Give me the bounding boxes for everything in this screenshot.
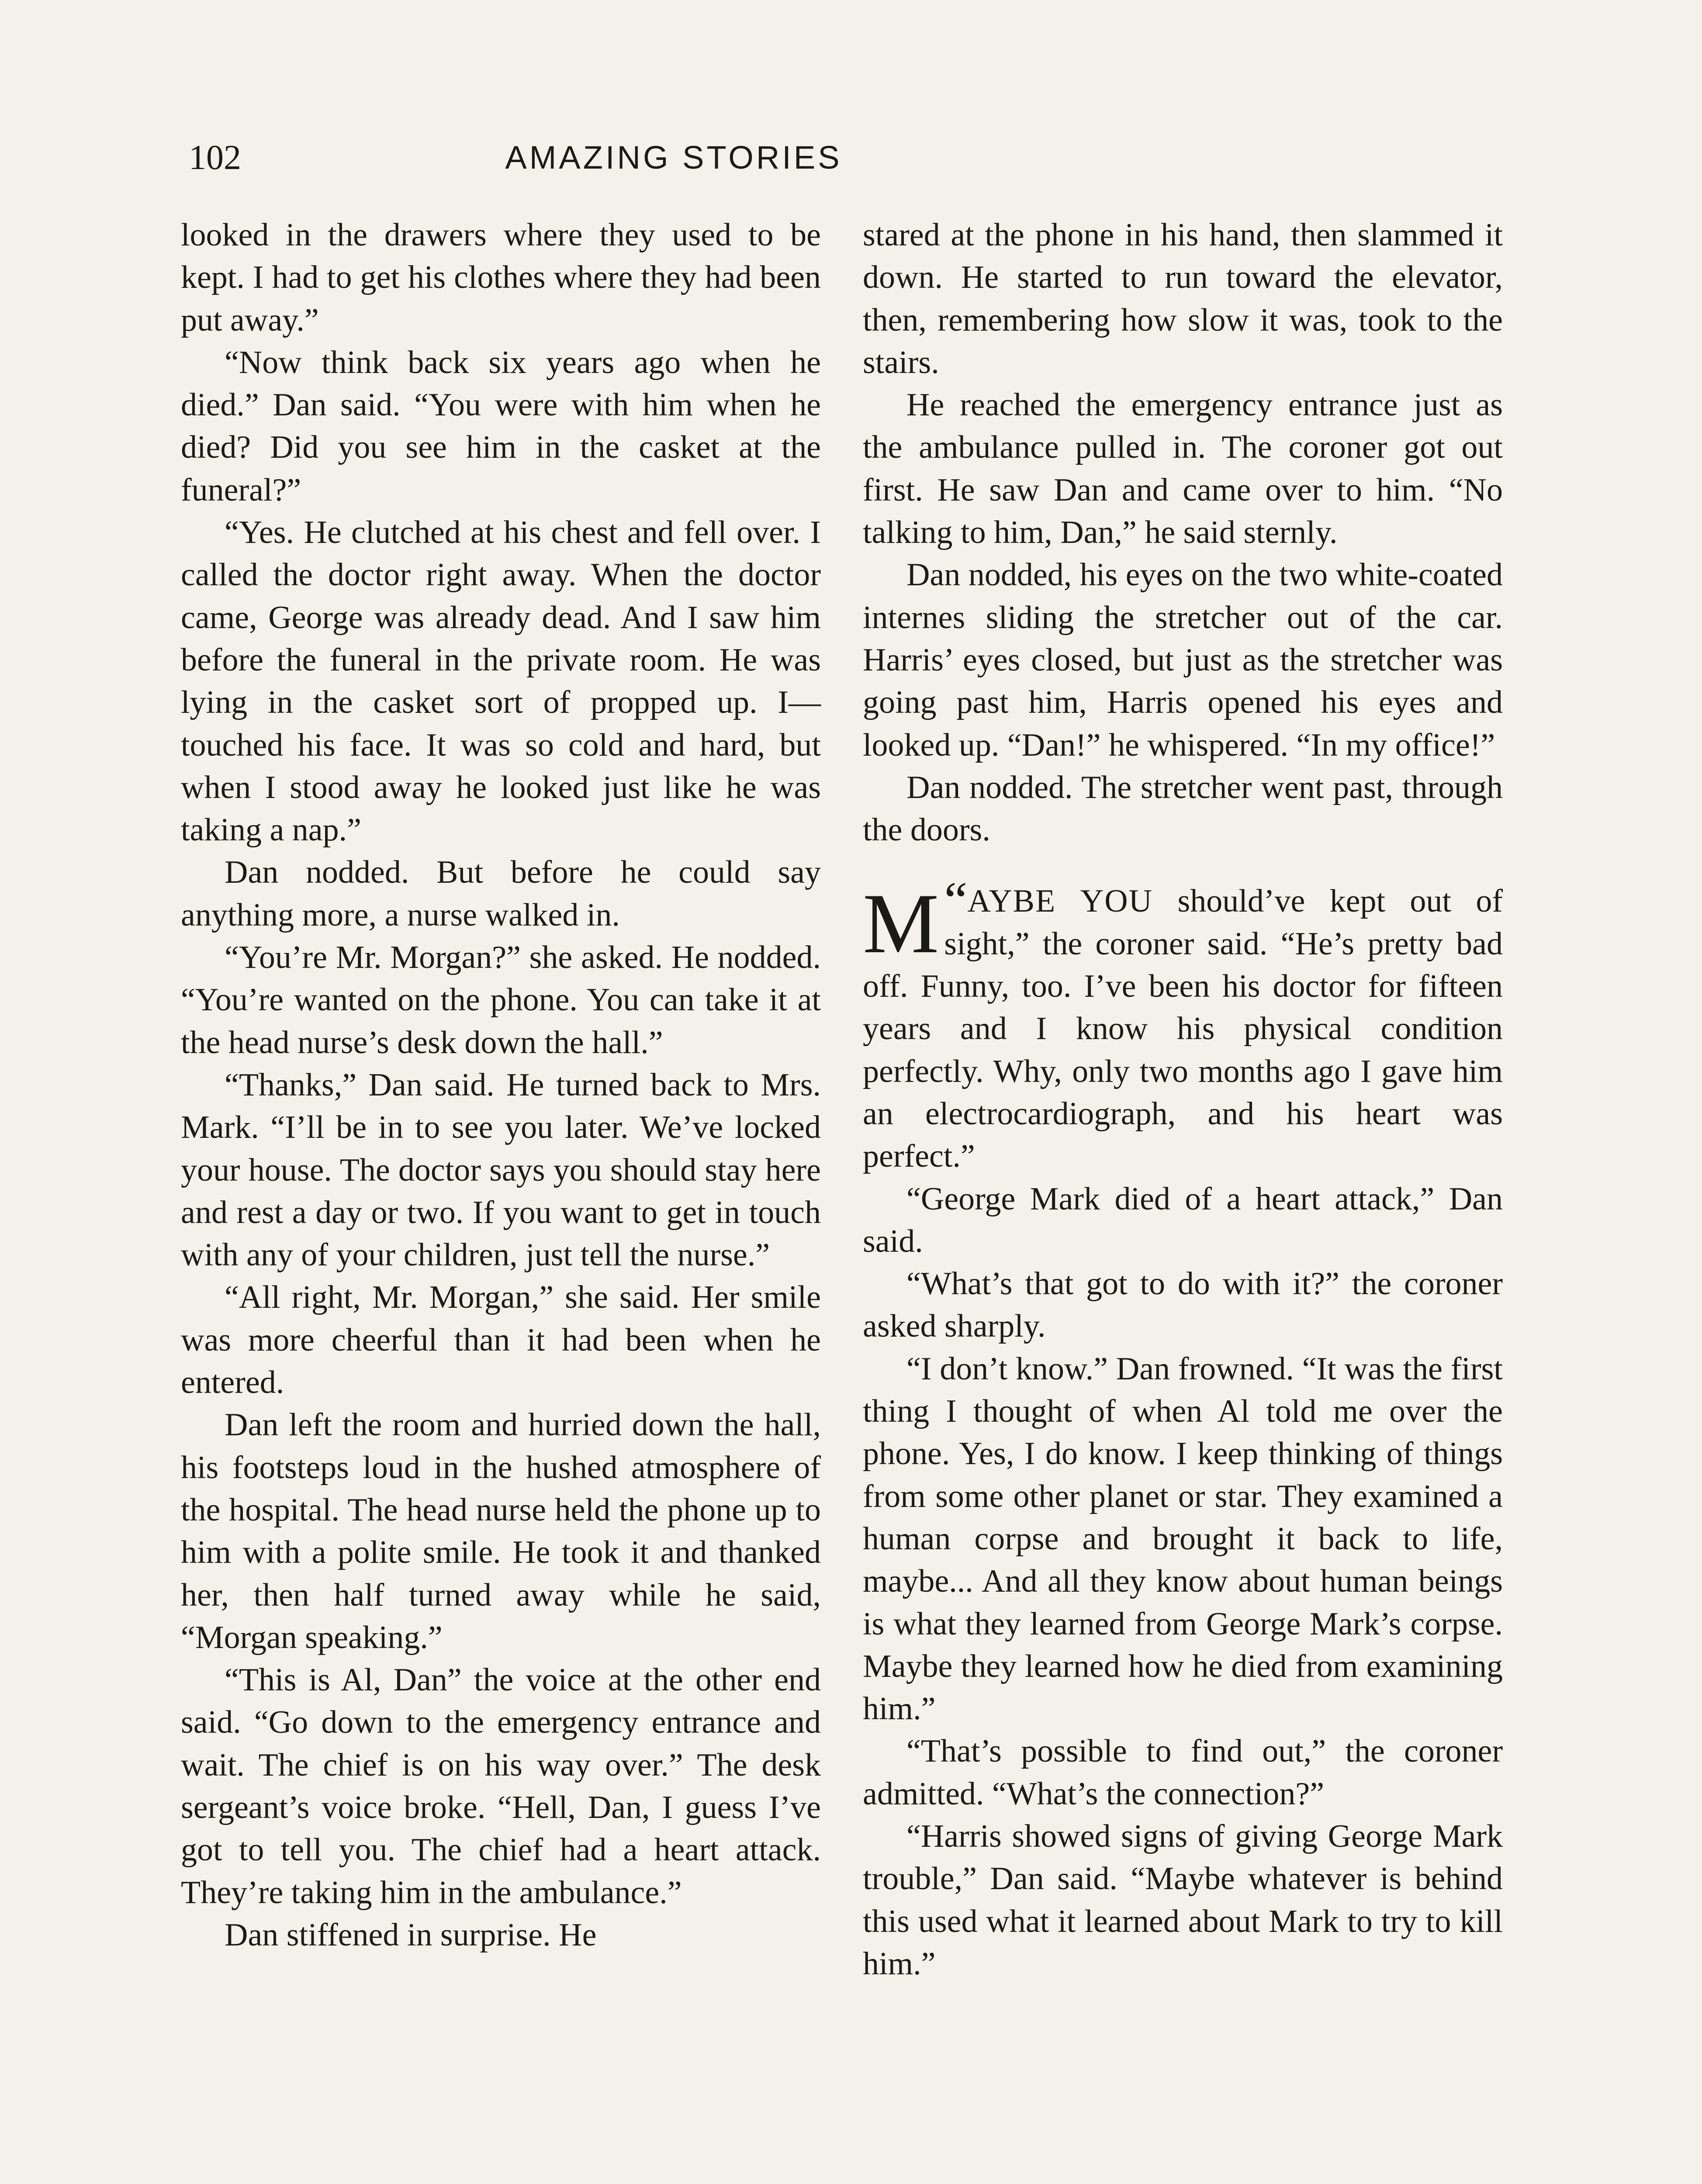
- paragraph: “What’s that got to do with it?” the coroner asked sharply.: [863, 1266, 1503, 1344]
- section-opening-text: should’ve kept out of sight,” the coroner said. “He’s pretty bad off. Funny, too. I’ve been his doctor for fifteen years and I know his physical condition perfectly. Why, only two months ago I gave him an electrocardiograph, and his heart was perfect.”: [863, 883, 1503, 1175]
- paragraph: “All right, Mr. Morgan,” she said. Her smile was more cheerful than it had been when he entered.: [181, 1279, 821, 1401]
- page-header: [189, 129, 1001, 186]
- section-opening-paragraph: [863, 871, 1503, 1178]
- right-column: [863, 214, 1503, 1985]
- paragraph: Dan nodded. But before he could say anything more, a nurse walked in.: [181, 854, 821, 933]
- left-column: [181, 214, 821, 1956]
- page-number: 102: [189, 138, 241, 177]
- paragraph: “Harris showed signs of giving George Mark trouble,” Dan said. “Maybe whatever is behind this used what it learned about Mark to try to kill him.”: [863, 1818, 1503, 1982]
- paragraph: looked in the drawers where they used to be kept. I had to get his clothes where they had been put away.”: [181, 217, 821, 338]
- paragraph: “Thanks,” Dan said. He turned back to Mrs. Mark. “I’ll be in to see you later. We’ve locked your house. The doctor says you should stay here and rest a day or two. If you want to get in touch with any of your children, just tell the nurse.”: [181, 1067, 821, 1273]
- paragraph: Dan nodded, his eyes on the two white-coated internes sliding the stretcher out of the car. Harris’ eyes closed, but just as the stretcher was going past him, Harris opened his eyes and looked up. “Dan!” he whispered. “In my office!”: [863, 557, 1503, 763]
- paragraph: Dan left the room and hurried down the hall, his footsteps loud in the hushed atmosphere of the hospital. The head nurse held the phone up to him with a polite smile. He took it and thanked her, then half turned away while he said, “Morgan speaking.”: [181, 1407, 821, 1655]
- paragraph: “Now think back six years ago when he died.” Dan said. “You were with him when he died? Did you see him in the casket at the funeral?”: [181, 344, 821, 508]
- paragraph: “You’re Mr. Morgan?” she asked. He nodded. “You’re wanted on the phone. You can take it at the head nurse’s desk down the hall.”: [181, 940, 821, 1061]
- paragraph: “That’s possible to find out,” the coroner admitted. “What’s the connection?”: [863, 1733, 1503, 1812]
- open-quote: “: [944, 871, 968, 930]
- drop-cap: M: [863, 876, 939, 971]
- paragraph: Dan stiffened in surprise. He: [225, 1917, 597, 1953]
- paragraph: stared at the phone in his hand, then slammed it down. He started to run toward the elevator, then, remembering how slow it was, took to the stairs.: [863, 217, 1503, 380]
- paragraph: He reached the emergency entrance just as the ambulance pulled in. The coroner got out first. He saw Dan and came over to him. “No talking to him, Dan,” he said sternly.: [863, 387, 1503, 551]
- section-lead-in: AYBE YOU: [967, 883, 1153, 919]
- paragraph: “This is Al, Dan” the voice at the other end said. “Go down to the emergency entrance and wait. The chief is on his way over.” The desk sergeant’s voice broke. “Hell, Dan, I guess I’ve got to tell you. The chief had a heart attack. They’re taking him in the ambulance.”: [181, 1662, 821, 1911]
- paragraph: “I don’t know.” Dan frowned. “It was the first thing I thought of when Al told me over the phone. Yes, I do know. I keep thinking of things from some other planet or star. They examined a human corpse and brought it back to life, maybe... And all they know about human beings is what they learned from George Mark’s corpse. Maybe they learned how he died from examining him.”: [863, 1351, 1503, 1727]
- paragraph: “Yes. He clutched at his chest and fell over. I called the doctor right away. When the doctor came, George was already dead. And I saw him before the funeral in the private room. He was lying in the casket sort of propped up. I—touched his face. It was so cold and hard, but when I stood away he looked just like he was taking a nap.”: [181, 515, 821, 848]
- paragraph: Dan nodded. The stretcher went past, through the doors.: [863, 769, 1503, 848]
- running-title: AMAZING STORIES: [505, 139, 842, 176]
- paragraph: “George Mark died of a heart attack,” Dan said.: [863, 1181, 1503, 1259]
